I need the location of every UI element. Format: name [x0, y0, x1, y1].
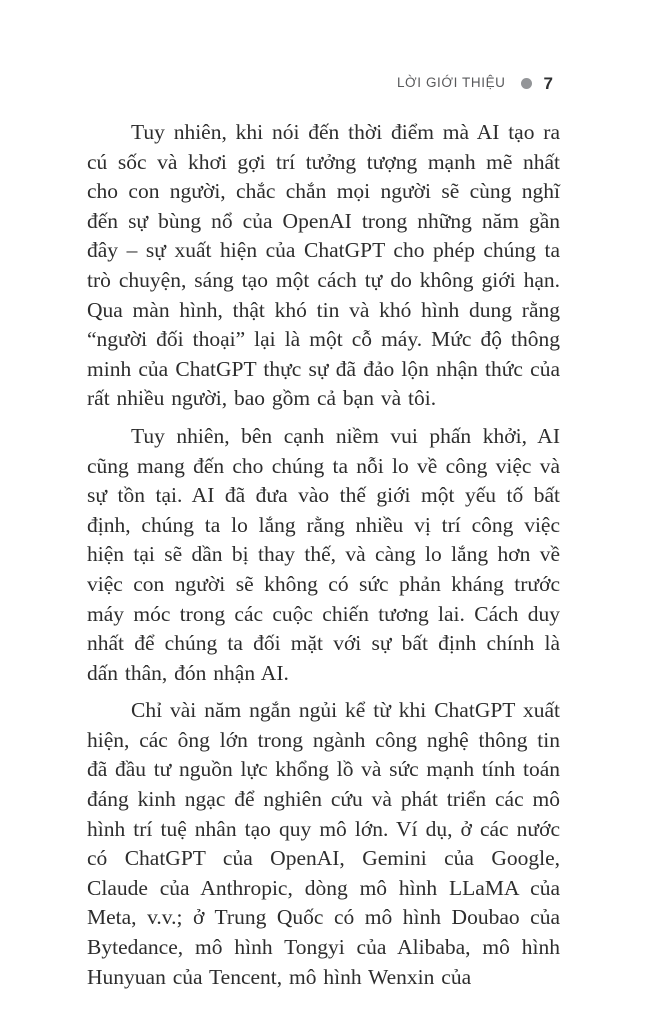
- running-head-section-title: LỜI GIỚI THIỆU: [396, 75, 506, 91]
- body-paragraph-1: Tuy nhiên, khi nói đến thời điểm mà AI tạo ra cú sốc và khơi gợi trí tưởng tượng mạnh mẽ nhất cho con người, chắc chắn mọi người sẽ cùng nghĩ đến sự bùng nổ của OpenAI trong những năm gần đây – sự xuất hiện của ChatGPT cho phép chúng ta trò chuyện, sáng tạo một cách tự do không giới hạn. Qua màn hình, thật khó tin và khó hình dung rằng “người đối thoại” lại là một cỗ máy. Mức độ thông minh của ChatGPT thực sự đã đảo lộn nhận thức của rất nhiều người, bao gồm cả bạn và tôi.: [87, 120, 560, 411]
- body-paragraph-2: Tuy nhiên, bên cạnh niềm vui phấn khởi, AI cũng mang đến cho chúng ta nỗi lo về công việc và sự tồn tại. AI đã đưa vào thế giới một yếu tố bất định, chúng ta lo lắng rằng nhiều vị trí công việc hiện tại sẽ dần bị thay thế, và càng lo lắng hơn về việc con người sẽ không có sức phản kháng trước máy móc trong các cuộc chiến tương lai. Cách duy nhất để chúng ta đối mặt với sự bất định chính là dấn thân, đón nhận AI.: [87, 423, 560, 685]
- body-paragraph-3: Chỉ vài năm ngắn ngủi kể từ khi ChatGPT xuất hiện, các ông lớn trong ngành công nghệ thông tin đã đầu tư nguồn lực khổng lồ và sức mạnh tính toán đáng kinh ngạc để nghiên cứu và phát triển các mô hình trí tuệ nhân tạo quy mô lớn. Ví dụ, ở các nước có ChatGPT của OpenAI, Gemini của Google, Claude của Anthropic, dòng mô hình LLaMA của Meta, v.v.; ở Trung Quốc có mô hình Doubao của Bytedance, mô hình Tongyi của Alibaba, mô hình Hunyuan của Tencent, mô hình Wenxin của: [87, 698, 560, 989]
- page-number: 7: [543, 73, 553, 93]
- page-body: [87, 118, 560, 992]
- page-header: [87, 74, 553, 92]
- separator-dot-icon: [521, 78, 532, 89]
